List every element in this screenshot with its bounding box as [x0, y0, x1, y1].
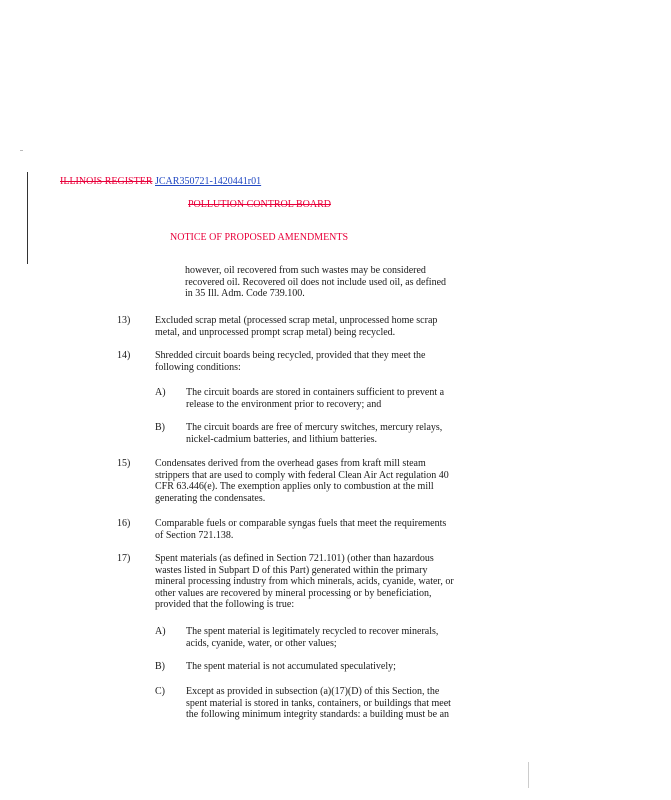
item-number: 15) [117, 458, 131, 469]
subitem-text: Except as provided in subsection (a)(17)(D) of this Section, the spent material is stored in tanks, containers, or buildings that meet the following minimum integrity standards: a building must be an [186, 686, 451, 721]
subitem-text: The spent material is not accumulated speculatively; [186, 661, 396, 672]
subitem-number: B) [155, 661, 165, 672]
register-title: ILLINOIS REGISTER [60, 176, 153, 187]
item-number: 16) [117, 518, 131, 529]
item-number: 13) [117, 315, 131, 326]
subitem-number: A) [155, 387, 166, 398]
subitem-text: The spent material is legitimately recycled to recover minerals, acids, cyanide, water, or other values; [186, 626, 439, 649]
margin-tick [20, 150, 23, 151]
item-text: Spent materials (as defined in Section 721.101) (other than hazardous wastes listed in Subpart D of this Part) generated within the primary mineral processing industry from which minerals, acids, cyanide, water, or other values are recovered by mineral processing or by beneficiation, provided that the following is true: [155, 553, 454, 611]
document-id: JCAR350721-1420441r01 [155, 176, 262, 187]
header-line [60, 176, 261, 188]
subitem-number: C) [155, 686, 165, 697]
subitem-text: The circuit boards are free of mercury switches, mercury relays, nickel-cadmium batteries, and lithium batteries. [186, 422, 443, 445]
board-name: POLLUTION CONTROL BOARD [188, 199, 331, 210]
item-text: Condensates derived from the overhead gases from kraft mill steam strippers that are used to comply with federal Clean Air Act regulation 40 CFR 63.446(e). The exemption applies only to combustion at the mill generating the condensates. [155, 458, 449, 504]
subitem-number: B) [155, 422, 165, 433]
change-bar [27, 172, 28, 264]
item-number: 17) [117, 553, 131, 564]
notice-title: NOTICE OF PROPOSED AMENDMENTS [170, 232, 349, 243]
item-text: Comparable fuels or comparable syngas fuels that meet the requirements of Section 721.138. [155, 518, 447, 541]
subitem-number: A) [155, 626, 166, 637]
item-number: 14) [117, 350, 131, 361]
item-text: Excluded scrap metal (processed scrap metal, unprocessed home scrap metal, and unprocessed prompt scrap metal) being recycled. [155, 315, 438, 338]
scan-artifact-line [528, 762, 529, 788]
subitem-text: The circuit boards are stored in containers sufficient to prevent a release to the environment prior to recovery; and [186, 387, 445, 410]
continuation-paragraph: however, oil recovered from such wastes may be considered recovered oil. Recovered oil does not include used oil, as defined in 35 Ill. Adm. Code 739.100. [185, 265, 447, 300]
item-text: Shredded circuit boards being recycled, provided that they meet the following conditions: [155, 350, 426, 373]
